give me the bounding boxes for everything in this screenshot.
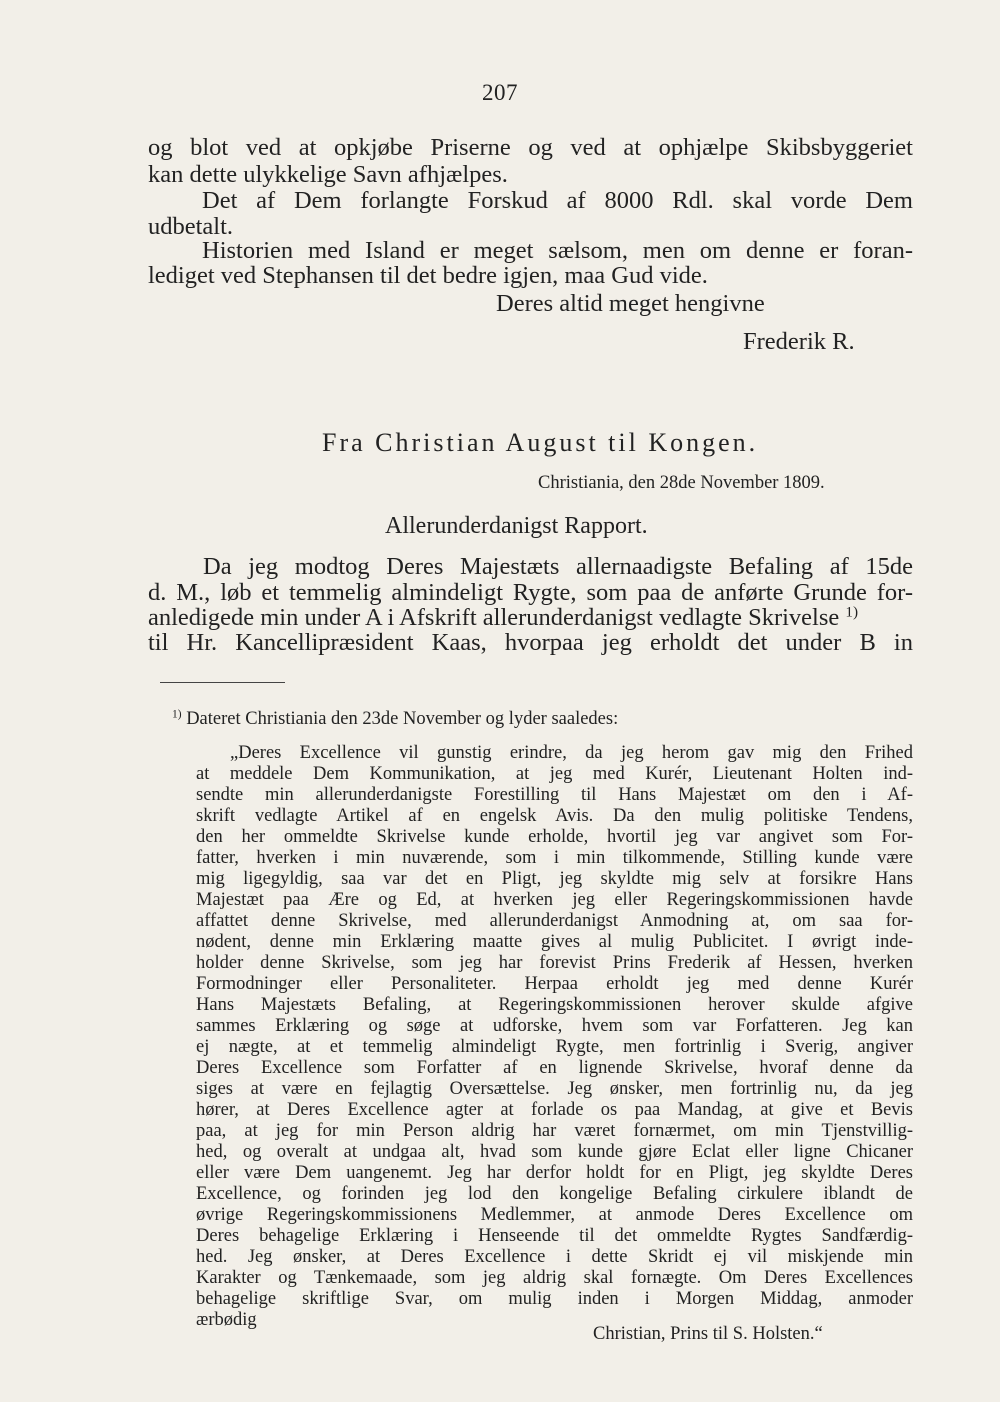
footnote-line-1: „Deres Excellence vil gunstig erindre, da jeg herom gav mig den Frihed	[230, 743, 913, 763]
letter2-line-4: til Hr. Kancellipræsident Kaas, hvorpaa jeg erholdt det under B in	[148, 629, 913, 656]
footnote-line-18: hører, at Deres Excellence agter at forlade os paa Mandag, at give et Bevis	[196, 1100, 913, 1120]
footnote-line-6: fatter, hverken i min nuværende, som i min tilkommende, Stilling kunde være	[196, 848, 913, 868]
footnote-line-14: sammes Erklæring og søge at udforske, hvem som var Forfatteren. Jeg kan	[196, 1016, 913, 1036]
footnote-line-13: Hans Majestæts Befaling, at Regeringskommissionen herover skulde afgive	[196, 995, 913, 1015]
footnote-line-26: Karakter og Tænkemaade, som jeg aldrig skal fornægte. Om Deres Excellences	[196, 1268, 913, 1288]
footnote-line-7: mig ligegyldig, saa var det en Pligt, jeg skyldte mig selv at forsikre Hans	[196, 869, 913, 889]
letter1-line-5: Historien med Island er meget sælsom, men om denne er foran-	[202, 237, 913, 264]
footnote-line-27: behagelige skriftlige Svar, om mulig inden i Morgen Middag, anmoder	[196, 1289, 913, 1309]
letter2-line-3: anledigede min under A i Afskrift allerunderdanigst vedlagte Skrivelse $^{1)}$	[148, 603, 859, 631]
letter1-line-2: kan dette ulykkelige Savn afhjælpes.	[148, 161, 508, 188]
letter1-line-1: og blot ved at opkjøbe Priserne og ved at ophjælpe Skibsbyggeriet	[148, 134, 913, 161]
footnote-line-4: skrift vedlagte Artikel af en engelsk Avis. Da den mulig politiske Tendens,	[196, 806, 913, 826]
footnote-line-23: øvrige Regeringskommissionens Medlemmer, at anmode Deres Excellence om	[196, 1205, 913, 1225]
footnote-line-10: nødent, denne min Erklæring maatte gives al mulig Publicitet. I øvrigt inde-	[196, 932, 913, 952]
footnote-signature: Christian, Prins til S. Holsten.“	[593, 1324, 823, 1344]
footnote-line-5: den her ommeldte Skrivelse kunde erholde, hvortil jeg var angivet som For-	[196, 827, 913, 847]
footnote-intro: $^{1)}$ Dateret Christiania den 23de November og lyder saaledes:	[172, 708, 619, 729]
footnote-line-16: Deres Excellence som Forfatter af en lignende Skrivelse, hvoraf denne da	[196, 1058, 913, 1078]
footnote-line-11: holder denne Skrivelse, som jeg har forevist Prins Frederik af Hessen, hverken	[196, 953, 913, 973]
footnote-line-25: hed. Jeg ønsker, at Deres Excellence i dette Skridt ej vil miskjende min	[196, 1247, 913, 1267]
footnote-line-24: Deres behagelige Erklæring i Henseende til det ommeldte Rygtes Sandfærdig-	[196, 1226, 913, 1246]
footnote-line-15: ej nægte, at et temmelig almindeligt Rygte, men fortrinlig i Sverig, angiver	[196, 1037, 913, 1057]
letter1-line-6: lediget ved Stephansen til det bedre igjen, maa Gud vide.	[148, 262, 708, 289]
page-number: 207	[482, 80, 518, 105]
footnote-line-9: affattet denne Skrivelse, med allerunderdanigst Anmodning at, om saa for-	[196, 911, 913, 931]
letter1-line-4: udbetalt.	[148, 213, 234, 240]
letter2-heading: Fra Christian August til Kongen.	[322, 428, 759, 457]
letter2-title: Allerunderdanigst Rapport.	[385, 513, 648, 539]
letter1-signature: Frederik R.	[743, 328, 855, 355]
footnote-line-28: ærbødig	[196, 1310, 257, 1330]
footnote-line-12: Formodninger eller Personaliteter. Herpaa erholdt jeg med denne Kurér	[196, 974, 913, 994]
footnote-reference: 1)	[845, 603, 859, 621]
letter1-line-3: Det af Dem forlangte Forskud af 8000 Rdl. skal vorde Dem	[202, 187, 913, 214]
footnote-line-3: sendte min allerunderdanigste Forestilling til Hans Majestæt om den i Af-	[196, 785, 913, 805]
footnote-line-20: hed, og overalt at undgaa alt, hvad som kunde gjøre Eclat eller ligne Chicaner	[196, 1142, 913, 1162]
footnote-marker: 1)	[172, 708, 182, 721]
letter2-line-1: Da jeg modtog Deres Majestæts allernaadigste Befaling af 15de	[203, 553, 913, 580]
letter1-closing: Deres altid meget hengivne	[496, 290, 765, 317]
footnote-line-21: eller være Dem uangenemt. Jeg har derfor holdt for en Pligt, jeg skyldte Deres	[196, 1163, 913, 1183]
letter2-line-2: d. M., løb et temmelig almindeligt Rygte, som paa de anførte Grunde for-	[148, 579, 913, 606]
footnote-line-17: siges at være en fejlagtig Oversættelse. Jeg ønsker, men fortrinlig nu, da jeg	[196, 1079, 913, 1099]
footnote-line-8: Majestæt paa Ære og Ed, at hverken jeg eller Regeringskommissionen havde	[196, 890, 913, 910]
footnote-line-19: paa, at jeg for min Person aldrig har været fornærmet, om min Tjenstvillig-	[196, 1121, 913, 1141]
letter2-dateline: Christiania, den 28de November 1809.	[538, 473, 825, 493]
footnote-line-2: at meddele Dem Kommunikation, at jeg med Kurér, Lieutenant Holten ind-	[196, 764, 913, 784]
footnote-separator	[160, 682, 285, 683]
footnote-line-22: Excellence, og forinden jeg lod den kongelige Befaling cirkulere iblandt de	[196, 1184, 913, 1204]
